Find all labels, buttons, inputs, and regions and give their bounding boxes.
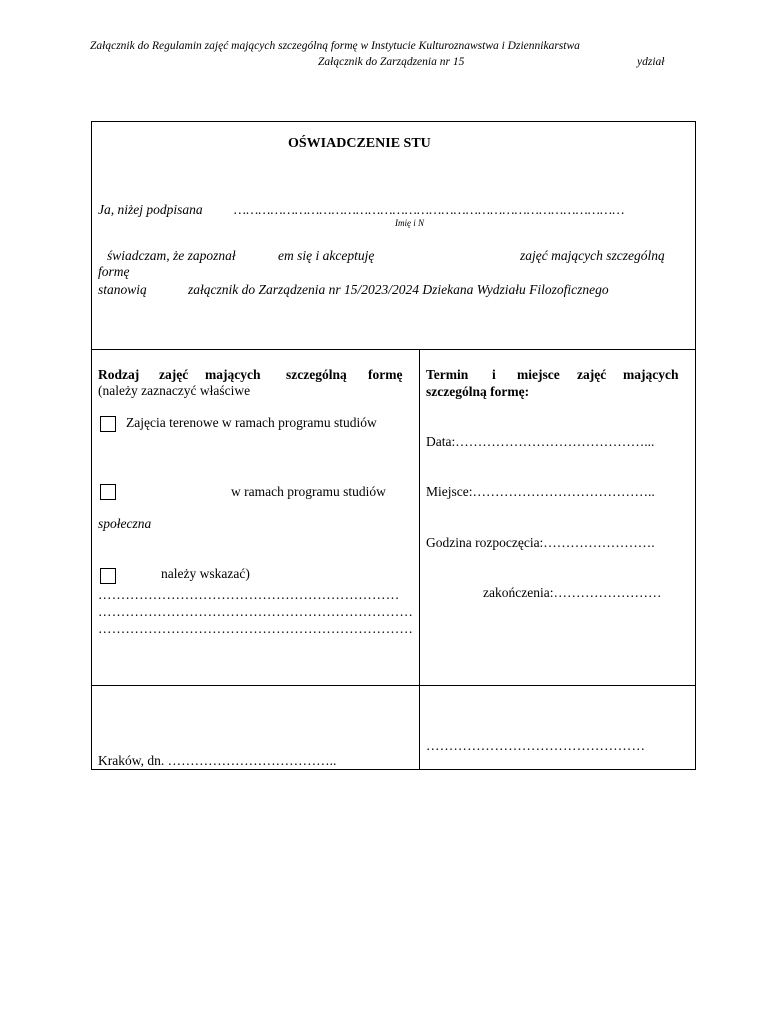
name-caption: Imię i N (395, 218, 424, 228)
specify-line-1[interactable]: ………………………………………………………… (98, 587, 400, 602)
right-heading-word-5: mających (623, 367, 679, 382)
left-heading-word-3: mających (205, 367, 261, 382)
place-and-date-field[interactable]: Kraków, dn. ……………………………….. (98, 753, 337, 768)
right-heading-line-2: szczególną formę: (426, 384, 530, 399)
name-field[interactable]: …………………………………………………………………………………… (234, 202, 625, 217)
declaration-part-3: zajęć mających szczególną (520, 248, 665, 263)
divider-top (92, 349, 695, 350)
statement-form (91, 121, 696, 770)
option-2-checkbox[interactable] (100, 484, 116, 500)
form-title: OŚWIADCZENIE STU (288, 136, 431, 151)
option-3-checkbox[interactable] (100, 568, 116, 584)
declaration-part-2: em się i akceptuję (278, 248, 375, 263)
intro-label: Ja, niżej podpisana (98, 202, 203, 217)
option-fieldwork-checkbox[interactable] (100, 416, 116, 432)
right-heading-word-3: miejsce (517, 367, 560, 382)
option-3-label: należy wskazać) (161, 566, 250, 581)
declaration-line-3a: stanowią (98, 282, 147, 297)
left-heading-word-4: szczególną (286, 367, 347, 382)
column-divider (419, 349, 420, 770)
declaration-part-1: świadczam, że zapoznał (107, 248, 236, 263)
date-field[interactable]: Data:……………………………………... (426, 434, 655, 449)
signature-field[interactable]: ………………………………………… (426, 738, 646, 753)
option-fieldwork-label: Zajęcia terenowe w ramach programu studiów (126, 415, 377, 430)
end-time-field[interactable]: zakończenia:…………………… (483, 585, 662, 600)
left-heading-word-1: Rodzaj (98, 367, 140, 382)
specify-line-2[interactable]: …………………………………………………………… (98, 604, 414, 619)
header-line-2-right: ydział (637, 56, 665, 68)
declaration-line-3b: załącznik do Zarządzenia nr 15/2023/2024 Dziekana Wydziału Filozoficznego (188, 282, 609, 297)
right-heading-word-2: i (492, 367, 496, 382)
start-time-field[interactable]: Godzina rozpoczęcia:……………………. (426, 535, 655, 550)
left-heading-note: (należy zaznaczyć właściwe (98, 383, 251, 398)
option-2-label: w ramach programu studiów (231, 484, 386, 499)
left-heading-word-2: zajęć (159, 367, 189, 382)
option-2-extra: społeczna (98, 516, 152, 531)
right-heading-word-4: zajęć (577, 367, 607, 382)
header-line-1: Załącznik do Regulamin zajęć mających szczególną formę w Instytucie Kulturoznawstwa i Dziennikarstwa (90, 40, 580, 52)
place-field[interactable]: Miejsce:………………………………….. (426, 484, 655, 499)
right-heading-word-1: Termin (426, 367, 469, 382)
divider-bottom (92, 685, 695, 686)
specify-line-3[interactable]: …………………………………………………………… (98, 621, 414, 636)
declaration-part-4: formę (98, 264, 130, 279)
header-line-2-left: Załącznik do Zarządzenia nr 15 (318, 56, 465, 68)
left-heading-word-5: formę (368, 367, 403, 382)
